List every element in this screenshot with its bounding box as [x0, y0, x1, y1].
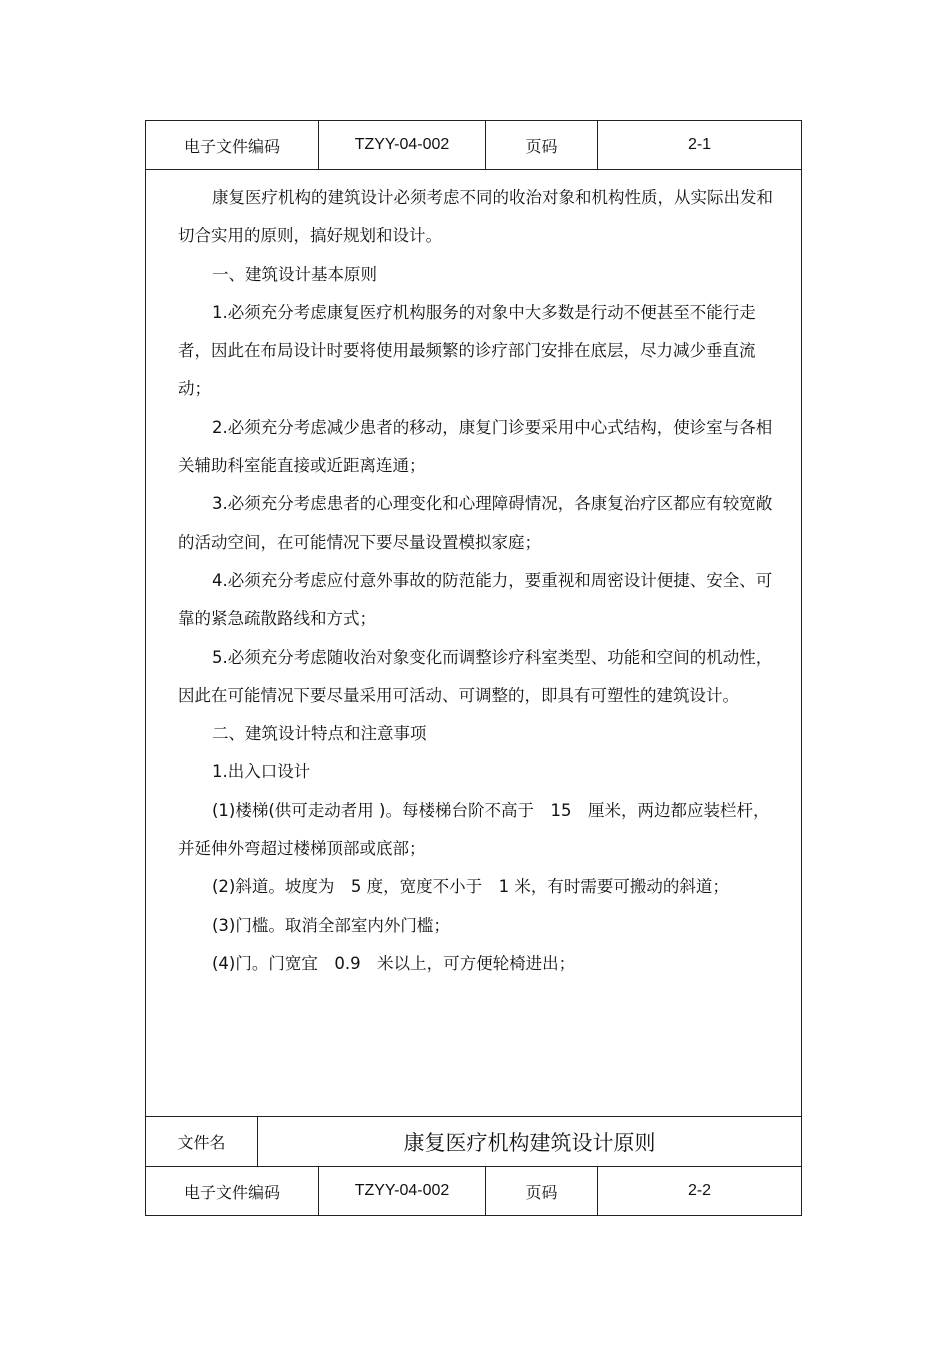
paragraph-principle-2: 2.必须充分考虑减少患者的移动，康复门诊要采用中心式结构，使诊室与各相关辅助科室能直接或近距离连通； — [178, 417, 773, 476]
footer-page-value: 2-2 — [687, 1182, 712, 1199]
code-label: 电子文件编码 — [146, 121, 319, 169]
footer-code-label: 电子文件编码 — [146, 1167, 319, 1215]
paragraph-intro: 康复医疗机构的建筑设计必须考虑不同的收治对象和机构性质，从实际出发和切合实用的原则，搞好规划和设计。 — [178, 188, 773, 246]
footer-table — [145, 1166, 802, 1216]
item-door: (4)门。门宽宜 0.9 米以上，可方便轮椅进出； — [212, 953, 576, 973]
footer-code-value: TZYY-04-002 — [319, 1167, 486, 1215]
paragraph-principle-4: 4.必须充分考虑应付意外事故的防范能力，要重视和周密设计便捷、安全、可靠的紧急疏散路线和方式； — [178, 570, 773, 629]
file-name-label: 文件名 — [146, 1117, 258, 1166]
paragraph-principle-1: 1.必须充分考虑康复医疗机构服务的对象中大多数是行动不便甚至不能行走者，因此在布局设计时要将使用最频繁的诊疗部门安排在底层，尽力减少垂直流动； — [178, 302, 756, 399]
footer-page-label: 页码 — [486, 1167, 598, 1215]
body-content-box — [145, 169, 802, 1117]
section-heading-1: 一、建筑设计基本原则 — [212, 264, 377, 284]
header-table — [145, 120, 802, 170]
body-text — [178, 179, 778, 983]
file-name-value: 康复医疗机构建筑设计原则 — [403, 1130, 656, 1155]
item-stairs: (1)楼梯(供可走动者用 )。每楼梯台阶不高于 15 厘米，两边都应装栏杆，并延伸外弯超过楼梯顶部或底部； — [178, 800, 770, 859]
paragraph-principle-5: 5.必须充分考虑随收治对象变化而调整诊疗科室类型、功能和空间的机动性，因此在可能情况下要尽量采用可活动、可调整的，即具有可塑性的建筑设计。 — [178, 647, 773, 705]
file-name-row — [145, 1116, 802, 1167]
item-ramp: (2)斜道。坡度为 5 度，宽度不小于 1 米，有时需要可搬动的斜道； — [212, 877, 729, 897]
section-heading-2: 二、建筑设计特点和注意事项 — [212, 724, 427, 744]
page-label: 页码 — [486, 121, 598, 169]
page-value: 2-1 — [687, 136, 712, 153]
paragraph-principle-3: 3.必须充分考虑患者的心理变化和心理障碍情况，各康复治疗区都应有较宽敞的活动空间，在可能情况下要尽量设置模拟家庭； — [178, 494, 773, 552]
subheading-entrance: 1.出入口设计 — [212, 762, 311, 782]
item-threshold: (3)门槛。取消全部室内外门槛； — [212, 915, 450, 935]
code-value: TZYY-04-002 — [319, 121, 486, 169]
